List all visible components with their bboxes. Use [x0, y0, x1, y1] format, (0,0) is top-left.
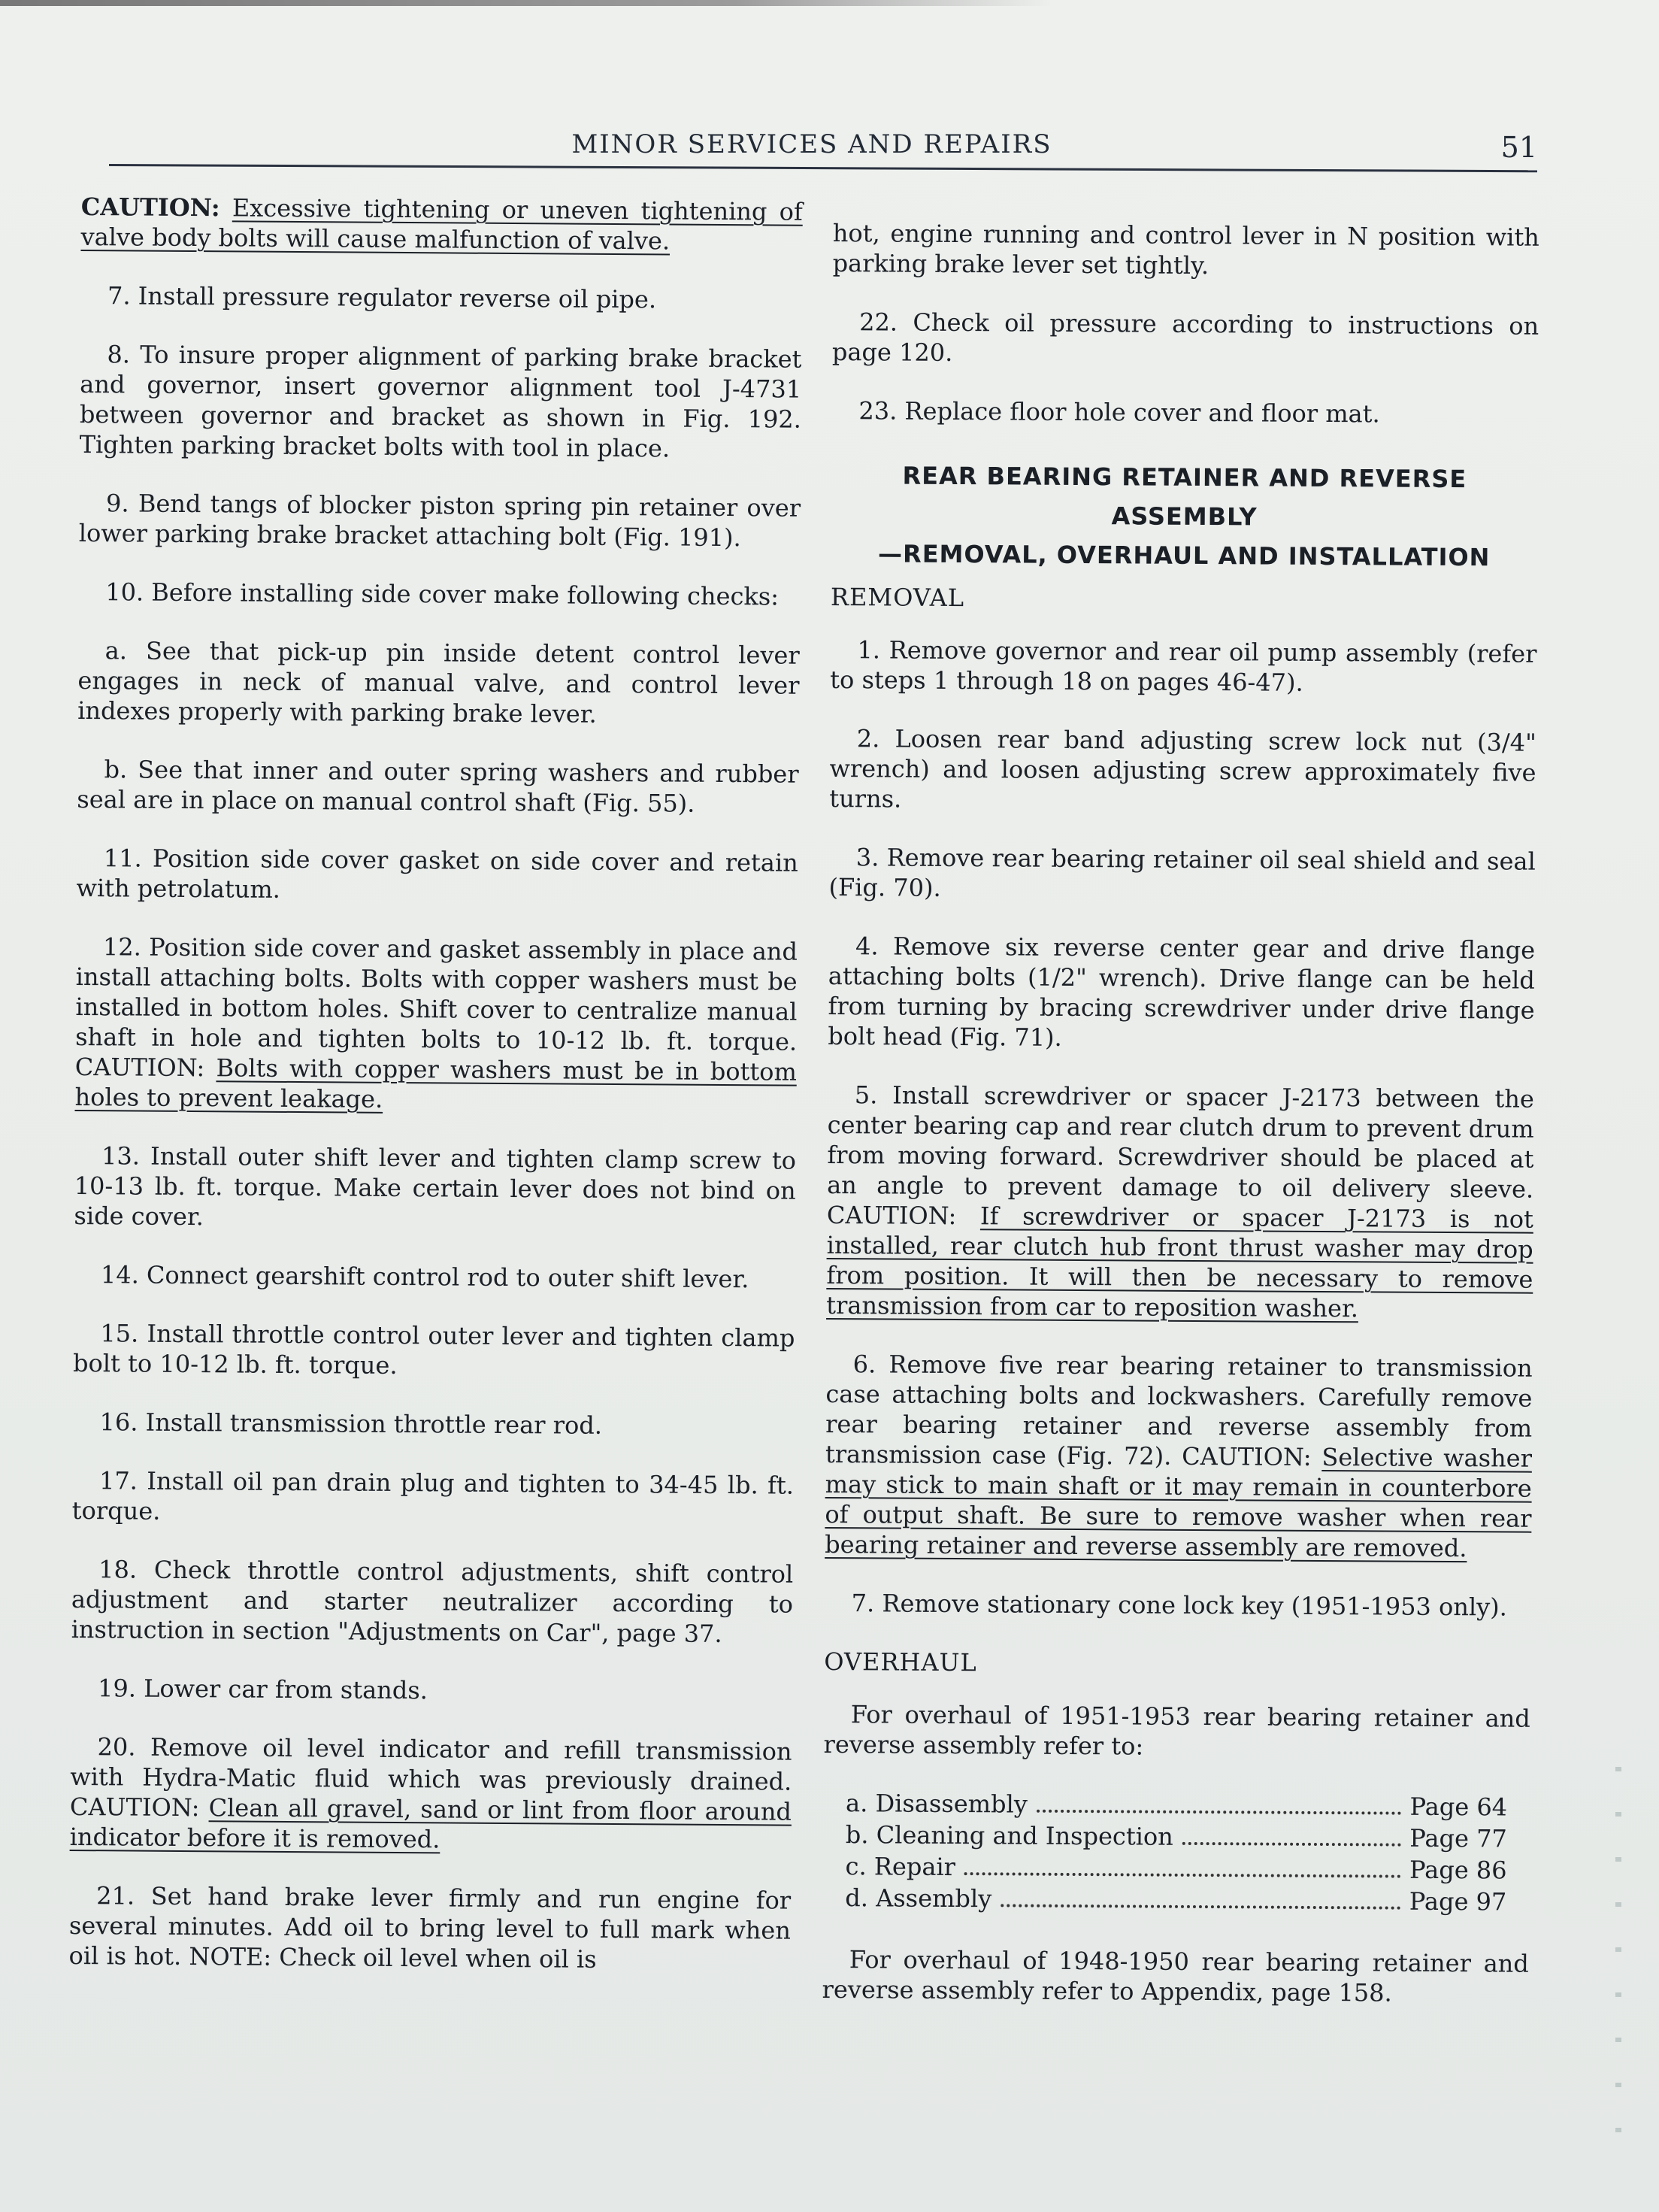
removal-step-3: 3. Remove rear bearing retainer oil seal shield and seal (Fig. 70). — [828, 843, 1536, 902]
step-17: 17. Install oil pan drain plug and tighten to 34-45 lb. ft. torque. — [71, 1466, 795, 1526]
toc-row — [846, 1820, 1507, 1855]
caution-text: If screwdriver or spacer J-2173 is not installed, rear clutch hub front thrust washer may drop from position. It will then be necessary to remove transmission from car to reposition washer. — [826, 1201, 1534, 1323]
step-12 — [74, 932, 798, 1117]
step-11: 11. Position side cover gasket on side cover and retain with petrolatum. — [76, 844, 798, 904]
step-10: 10. Before installing side cover make following checks: — [105, 577, 780, 611]
toc-row — [845, 1851, 1506, 1886]
step-23: 23. Replace floor hole cover and floor mat. — [858, 396, 1380, 429]
toc-leader-dots — [1001, 1904, 1400, 1909]
page-header — [109, 120, 1537, 173]
toc-leader-dots — [964, 1872, 1400, 1878]
toc-row — [846, 1788, 1507, 1823]
toc-label: d. Assembly — [845, 1883, 992, 1914]
toc-page: Page 86 — [1409, 1855, 1507, 1885]
step-22: 22. Check oil pressure according to instructions on page 120. — [831, 308, 1539, 367]
caution-label: CAUTION: — [69, 1792, 200, 1823]
right-column — [822, 218, 1539, 2038]
removal-step-1: 1. Remove governor and rear oil pump assembly (refer to steps 1 through 18 on pages 46-47). — [830, 635, 1537, 697]
removal-step-2: 2. Loosen rear band adjusting screw lock nut (3/4" wrench) and loosen adjusting screw approximately five turns. — [829, 724, 1536, 814]
removal-step-6-text: 6. Remove five rear bearing retainer to transmission case attaching bolts and lockwashers. Carefully remove rear bearing retainer and reverse assembly from transmission case (Fig. 72). — [825, 1350, 1533, 1471]
overhaul-heading: OVERHAUL — [824, 1647, 977, 1677]
section-heading — [831, 456, 1538, 577]
caution-text: Excessive tightening or uneven tightening of valve body bolts will cause malfunction of valve. — [80, 193, 803, 256]
caution-text: Clean all gravel, sand or lint from floor around indicator before it is removed. — [69, 1793, 792, 1854]
check-a: a. See that pick-up pin inside detent control lever engages in neck of manual valve, and control lever indexes properly with parking brake lever. — [77, 636, 800, 729]
caution-text: Selective washer may stick to main shaft or it may remain in counterbore of output shaft. Be sure to remove washer when rear bearing retainer and reverse assembly are removed. — [825, 1443, 1533, 1563]
step-9: 9. Bend tangs of blocker piston spring pin retainer over lower parking brake bracket attaching bolt (Fig. 191). — [78, 489, 801, 553]
caution-valve-body — [80, 192, 803, 257]
caution-label: CAUTION: — [74, 1052, 205, 1083]
step-12-text: 12. Position side cover and gasket assembly in place and install attaching bolts. Bolts with copper washers must be installed in bottom holes. Shift cover to centralize manual shaft in hole and tighten bolts to 10-12 lb. ft. torque. — [75, 932, 798, 1056]
caution-text: Bolts with copper washers must be in bottom holes to prevent leakage. — [74, 1053, 797, 1114]
overhaul-reference-list — [845, 1788, 1507, 1918]
removal-heading: REMOVAL — [830, 582, 965, 613]
toc-row — [845, 1883, 1506, 1918]
step-7: 7. Install pressure regulator reverse oil pipe. — [107, 281, 657, 314]
overhaul-appendix-note: For overhaul of 1948-1950 rear bearing retainer and reverse assembly refer to Appendix, page 158. — [822, 1945, 1529, 2007]
removal-step-5-text: 5. Install screwdriver or spacer J-2173 between the center bearing cap and rear clutch drum to prevent drum from moving forward. Screwdriver should be placed at an angle to prevent damage to oil delivery sleeve. — [827, 1080, 1534, 1204]
section-heading-line-1: REAR BEARING RETAINER AND REVERSE ASSEMBLY — [902, 461, 1467, 532]
toc-leader-dots — [1182, 1842, 1401, 1847]
check-b: b. See that inner and outer spring washers and rubber seal are in place on manual control shaft (Fig. 55). — [77, 755, 799, 818]
caution-label: CAUTION: — [1182, 1441, 1312, 1471]
step-19: 19. Lower car from stands. — [97, 1674, 428, 1705]
header-divider — [109, 164, 1537, 172]
section-heading-line-2: —REMOVAL, OVERHAUL AND INSTALLATION — [878, 539, 1491, 572]
step-21-continued: hot, engine running and control lever in N position with parking brake lever set tightly. — [832, 218, 1539, 280]
page-number: 51 — [1500, 131, 1537, 164]
step-18: 18. Check throttle control adjustments, shift control adjustment and starter neutralizer according to instruction in section "Adjustments on Car", page 37. — [71, 1555, 794, 1648]
caution-label: CAUTION: — [826, 1200, 957, 1231]
step-15: 15. Install throttle control outer lever and tighten clamp bolt to 10-12 lb. ft. torque. — [72, 1319, 795, 1380]
scan-edge-specks — [1615, 1767, 1621, 2143]
removal-step-4: 4. Remove six reverse center gear and drive flange attaching bolts (1/2" wrench). Drive flange can be held from turning by bracing screwdriver under drive flange bolt head (Fig. 71). — [828, 932, 1536, 1052]
step-20 — [70, 1732, 792, 1857]
page-title: MINOR SERVICES AND REPAIRS — [571, 129, 1052, 159]
step-20-text: 20. Remove oil level indicator and refill transmission with Hydra-Matic fluid which was previously drained. — [70, 1732, 792, 1796]
toc-leader-dots — [1037, 1810, 1401, 1815]
toc-label: c. Repair — [845, 1852, 956, 1882]
toc-label: b. Cleaning and Inspection — [845, 1820, 1173, 1851]
toc-label: a. Disassembly — [846, 1789, 1028, 1819]
toc-page: Page 77 — [1409, 1823, 1507, 1853]
step-21: 21. Set hand brake lever firmly and run engine for several minutes. Add oil to bring level to full mark when oil is hot. NOTE: Check oil level when oil is — [68, 1881, 792, 1974]
toc-page: Page 64 — [1409, 1792, 1508, 1822]
step-13: 13. Install outer shift lever and tighten clamp screw to 10-13 lb. ft. torque. Make certain lever does not bind on side cover. — [74, 1141, 797, 1232]
step-14: 14. Connect gearshift control rod to outer shift lever. — [100, 1260, 749, 1294]
caution-label: CAUTION: — [80, 192, 220, 223]
step-16: 16. Install transmission throttle rear rod. — [99, 1407, 603, 1440]
removal-step-6 — [825, 1349, 1533, 1564]
removal-step-7: 7. Remove stationary cone lock key (1951-1953 only). — [851, 1589, 1507, 1622]
removal-step-5 — [826, 1080, 1534, 1325]
scan-top-edge — [0, 0, 1052, 6]
left-column — [68, 192, 803, 2004]
step-8: 8. To insure proper alignment of parking brake bracket and governor, insert governor alignment tool J-4731 between governor and bracket as shown in Fig. 192. Tighten parking bracket bolts with tool in place. — [79, 340, 802, 463]
overhaul-intro: For overhaul of 1951-1953 rear bearing retainer and reverse assembly refer to: — [823, 1700, 1530, 1761]
toc-page: Page 97 — [1409, 1886, 1507, 1917]
